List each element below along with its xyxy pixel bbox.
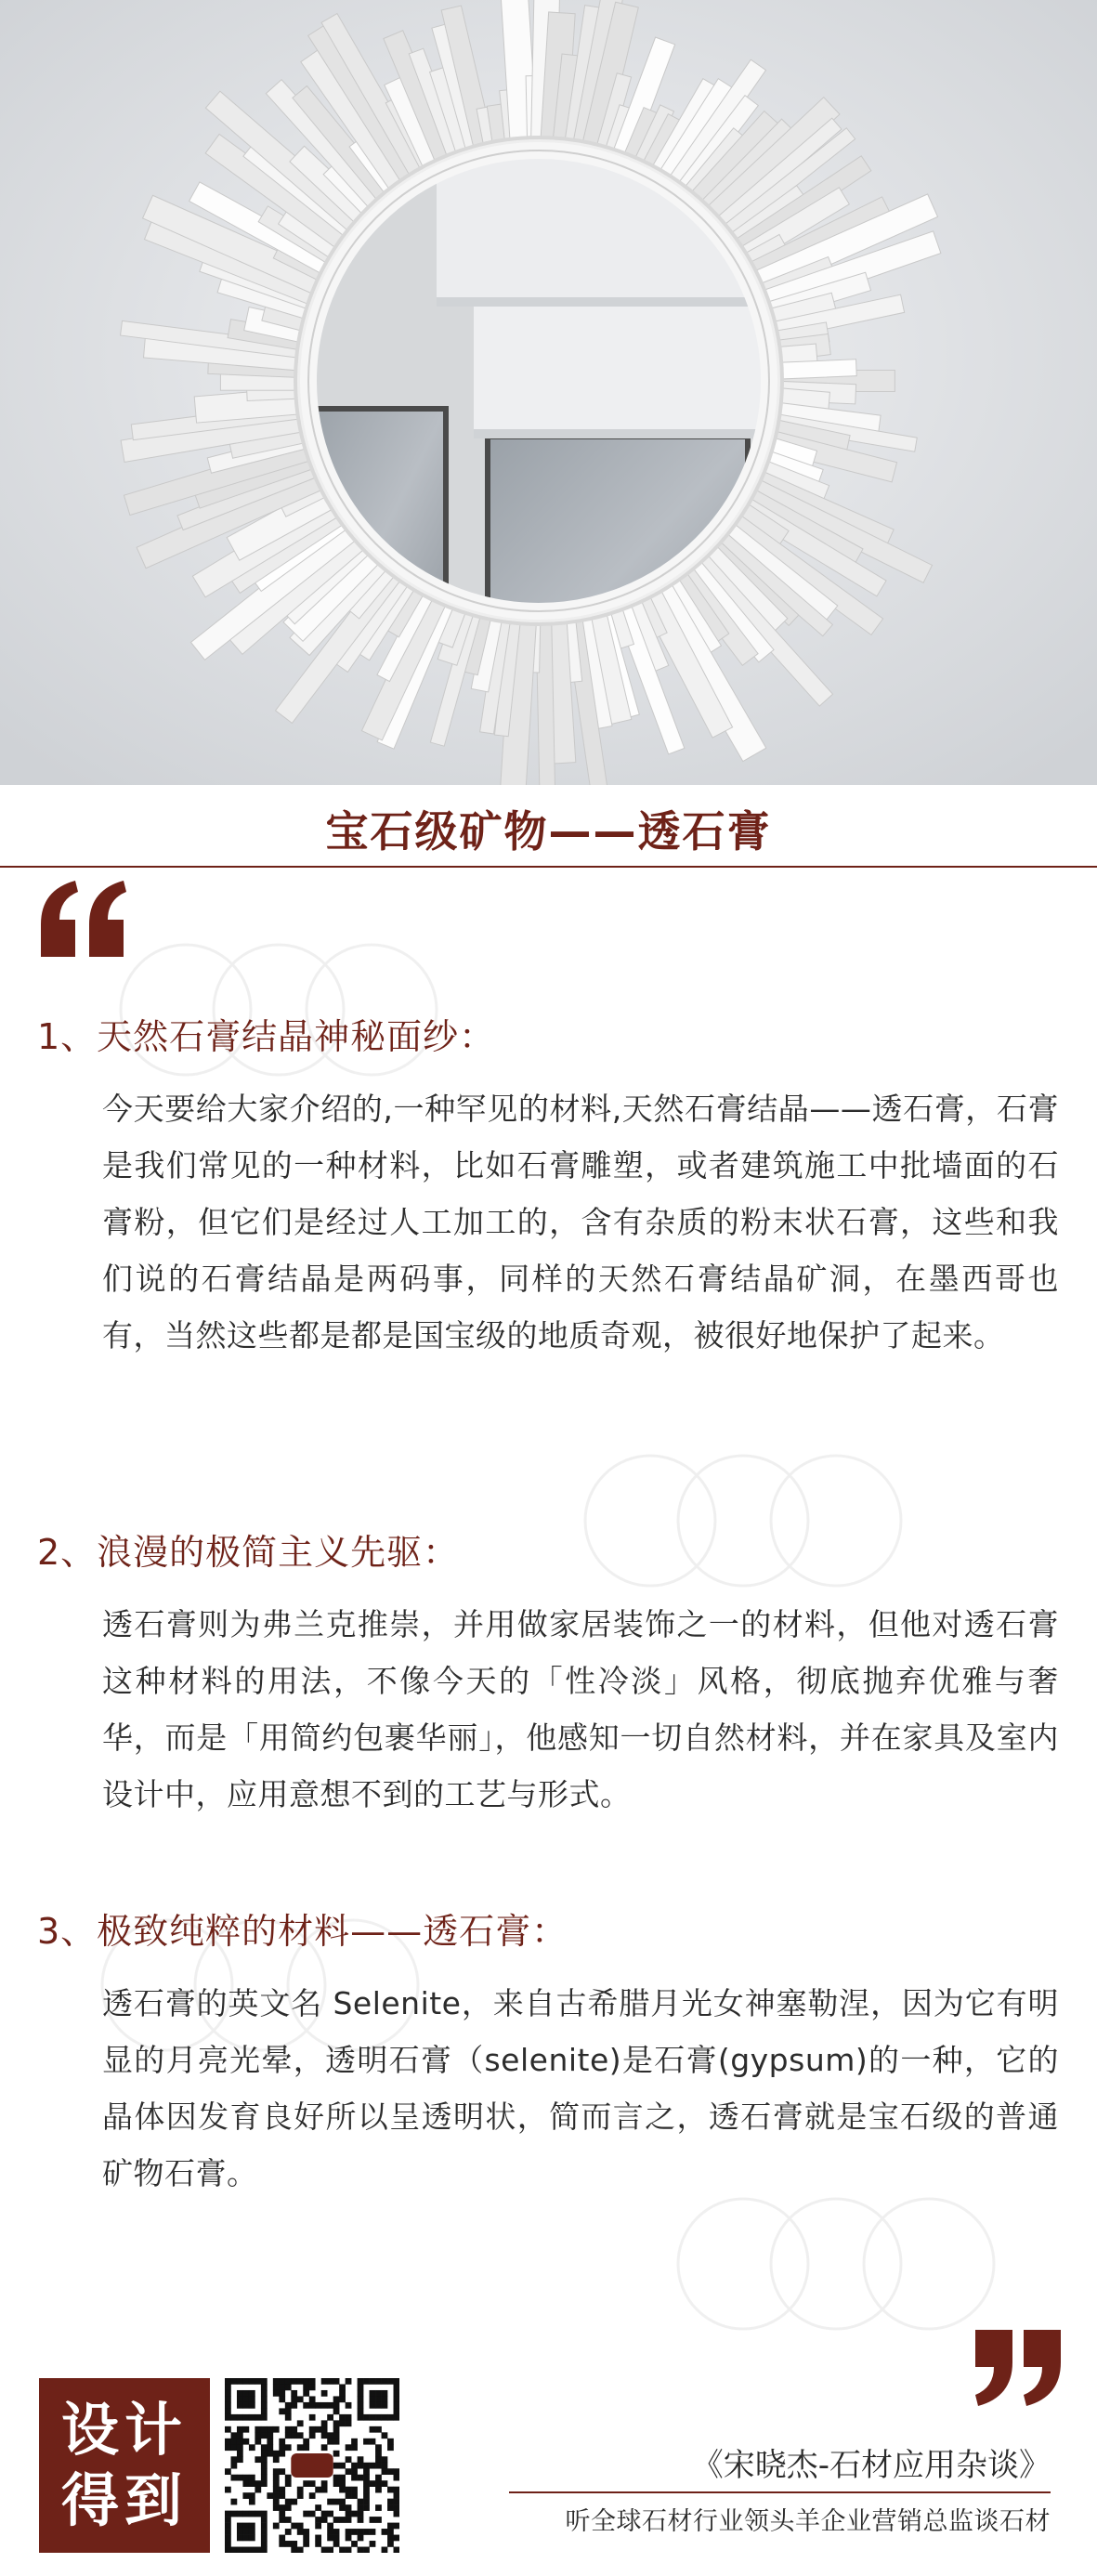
brand-logo — [39, 2378, 210, 2553]
page-title: 宝石级矿物——透石膏 — [325, 806, 772, 856]
open-quote-icon — [33, 873, 136, 966]
section-2-heading: 2、浪漫的极简主义先驱： — [37, 1532, 460, 1573]
section-1-text: 今天要给大家介绍的,一种罕见的材料,天然石膏结晶——透石膏，石膏是我们常见的一种材料，比如石膏雕塑，或者建筑施工中批墙面的石膏粉，但它们是经过人工加工的，含有杂质的粉末状石膏，这些和我们说的石膏结晶是两码事，同样的天然石膏结晶矿洞，在墨西哥也有，当然这些都是都是国宝级的地质奇观，被很好地保护了起来。 — [102, 1091, 1059, 1353]
title-bar — [0, 785, 1097, 870]
footer-divider — [509, 2491, 1051, 2493]
hero-image — [0, 0, 1097, 785]
section-3-text: 透石膏的英文名 Selenite，来自古希腊月光女神塞勒涅，因为它有明显的月亮光晕，透明石膏（selenite)是石膏(gypsum)的一种，它的晶体因发育良好所以呈透明状，简而言之，透石膏就是宝石级的普通矿物石膏。 — [102, 1985, 1059, 2191]
section-1-heading: 1、天然石膏结晶神秘面纱： — [37, 1016, 496, 1057]
section-2-text: 透石膏则为弗兰克推崇，并用做家居装饰之一的材料，但他对透石膏这种材料的用法，不像今天的「性冷淡」风格，彻底抛弃优雅与奢华，而是「用简约包裹华丽」，他感知一切自然材料，并在家具及室内设计中，应用意想不到的工艺与形式。 — [102, 1606, 1059, 1812]
column-title: 《宋晓杰-石材应用杂谈》 — [691, 2447, 1051, 2484]
logo-line-2: 得到 — [60, 2466, 188, 2534]
section-3-heading: 3、极致纯粹的材料——透石膏： — [37, 1911, 568, 1952]
title-divider — [0, 866, 1097, 868]
close-quote-icon — [966, 2321, 1068, 2413]
selenite-mirror-illustration — [0, 0, 1097, 785]
qr-code-icon[interactable] — [225, 2378, 399, 2553]
column-subtitle: 听全球石材行业领头羊企业营销总监谈石材 — [565, 2507, 1051, 2536]
logo-line-1: 设计 — [60, 2396, 188, 2464]
